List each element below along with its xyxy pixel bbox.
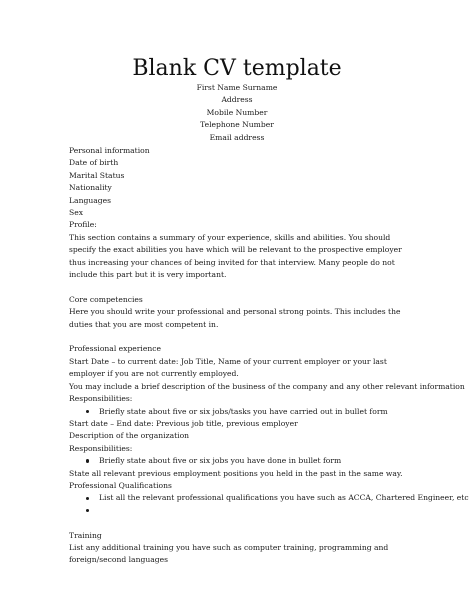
bullet-icon [86,509,89,512]
contact-name: First Name Surname [196,83,278,92]
bullet-text: Briefly state about five or six jobs you have done in bullet form [99,456,342,466]
core-text: Here you should write your professional and personal strong points. This includes the duties that you are most competent in. [69,307,401,329]
qualifications-heading: Professional Qualifications [69,480,172,490]
spacer [69,517,409,529]
document-title: Blank CV template [132,56,342,81]
profile-heading: Profile: [69,220,97,230]
personal-languages: Languages [69,195,111,205]
contact-email: Email address [209,132,265,142]
personal-heading: Personal information [69,146,150,155]
personal-sex: Sex [69,208,83,218]
experience-previous: State all relevant previous employment positions you held in the past in the same way. [69,468,403,478]
contact-mobile: Mobile Number [206,107,268,117]
responsibilities-heading-1: Responsibilities: [69,394,133,404]
personal-nationality: Nationality [69,183,112,193]
cv-body [69,145,469,567]
bullet-icon [86,459,89,462]
experience-job2: Start date – End date: Previous job title, previous employer [69,418,298,428]
responsibility-bullet-1 [69,406,409,418]
bullet-icon [86,497,89,500]
bullet-text: List all the relevant professional qualifications you have such as ACCA, Chartered Engineer, etc [99,493,469,503]
core-heading: Core competencies [69,294,143,304]
personal-marital: Marital Status [69,170,125,180]
bullet-icon [86,410,89,413]
contact-address: Address [221,95,253,105]
responsibilities-heading-2: Responsibilities: [69,443,133,453]
experience-job1: Start Date – to current date: Job Title, Name of your current employer or your last employer if you are not currently employed. [69,356,387,379]
spacer [69,281,409,293]
profile-text: This section contains a summary of your experience, skills and abilities. You should specify the exact abilities you have which will be relevant to the prospective employer thus increasing your chances of being invited for that interview. Many people do not include this part but it is very important. [69,232,402,280]
experience-job1-desc: You may include a brief description of the business of the company and any other relevant information [69,381,465,391]
spacer [69,331,409,343]
qualification-bullet-1 [69,492,469,504]
qualification-bullet-2 [69,505,409,517]
personal-dob: Date of birth [69,158,119,168]
experience-job2-desc: Description of the organization [69,431,190,441]
contact-telephone: Telephone Number [200,120,274,130]
experience-heading: Professional experience [69,344,161,354]
responsibility-bullet-2 [69,455,409,467]
contact-block [0,82,474,144]
training-heading: Training [69,530,102,540]
bullet-text: Briefly state about five or six jobs/tasks you have carried out in bullet form [99,406,388,416]
training-text: List any additional training you have such as computer training, programming and foreign/second languages [69,542,389,565]
